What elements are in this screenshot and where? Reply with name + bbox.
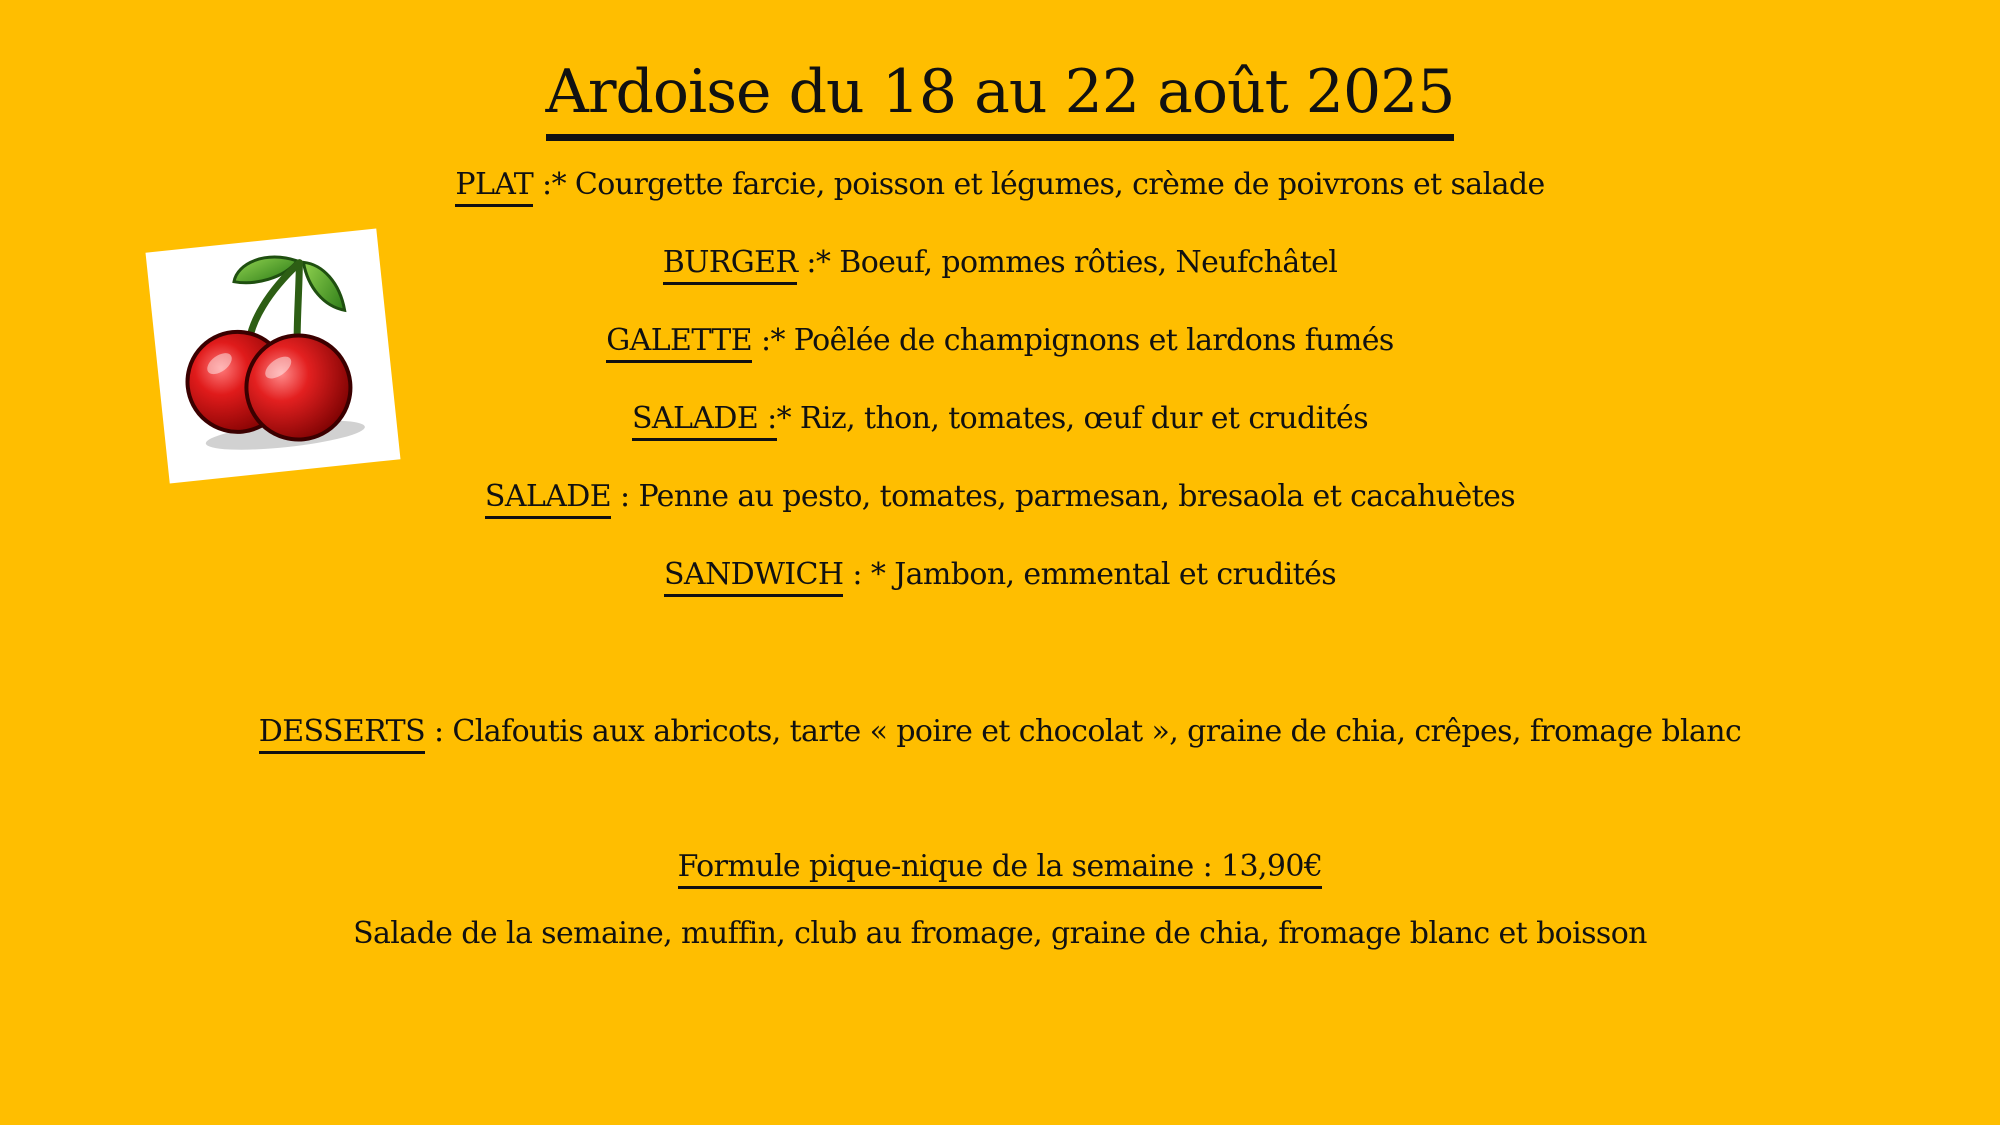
menu-item-plat	[0, 165, 2000, 207]
menu-item-salade-2	[0, 477, 2000, 519]
menu-item-label: SANDWICH	[664, 558, 844, 597]
desserts-line	[0, 712, 2000, 754]
formule-text: Salade de la semaine, muffin, club au fromage, graine de chia, fromage blanc et boisson	[353, 916, 1647, 951]
menu-item-text: :* Boeuf, pommes rôties, Neufchâtel	[797, 245, 1338, 280]
menu-item-salade-1	[0, 399, 2000, 441]
formule-title-line	[0, 847, 2000, 889]
menu-item-burger	[0, 243, 2000, 285]
menu-item-text: : * Jambon, emmental et crudités	[843, 557, 1337, 592]
menu-item-label: SALADE :	[632, 402, 777, 441]
menu-item-label: BURGER	[663, 246, 798, 285]
menu-item-text: * Riz, thon, tomates, œuf dur et crudités	[776, 401, 1368, 436]
formule-title: Formule pique-nique de la semaine : 13,90€	[678, 850, 1323, 889]
formule-description	[0, 914, 2000, 954]
page-title-text: Ardoise du 18 au 22 août 2025	[546, 52, 1455, 141]
page-title	[0, 48, 2000, 141]
menu-item-text: :* Courgette farcie, poisson et légumes, crème de poivrons et salade	[533, 167, 1545, 202]
menu-item-text: : Penne au pesto, tomates, parmesan, bresaola et cacahuètes	[611, 479, 1516, 514]
desserts-label: DESSERTS	[259, 715, 425, 754]
menu-item-label: SALADE	[485, 480, 611, 519]
menu-item-label: PLAT	[455, 168, 533, 207]
menu-item-text: :* Poêlée de champignons et lardons fumés	[752, 323, 1394, 358]
menu-item-sandwich	[0, 555, 2000, 597]
desserts-text: : Clafoutis aux abricots, tarte « poire et chocolat », graine de chia, crêpes, fromage blanc	[425, 714, 1742, 749]
menu-item-label: GALETTE	[606, 324, 752, 363]
menu-item-galette	[0, 321, 2000, 363]
